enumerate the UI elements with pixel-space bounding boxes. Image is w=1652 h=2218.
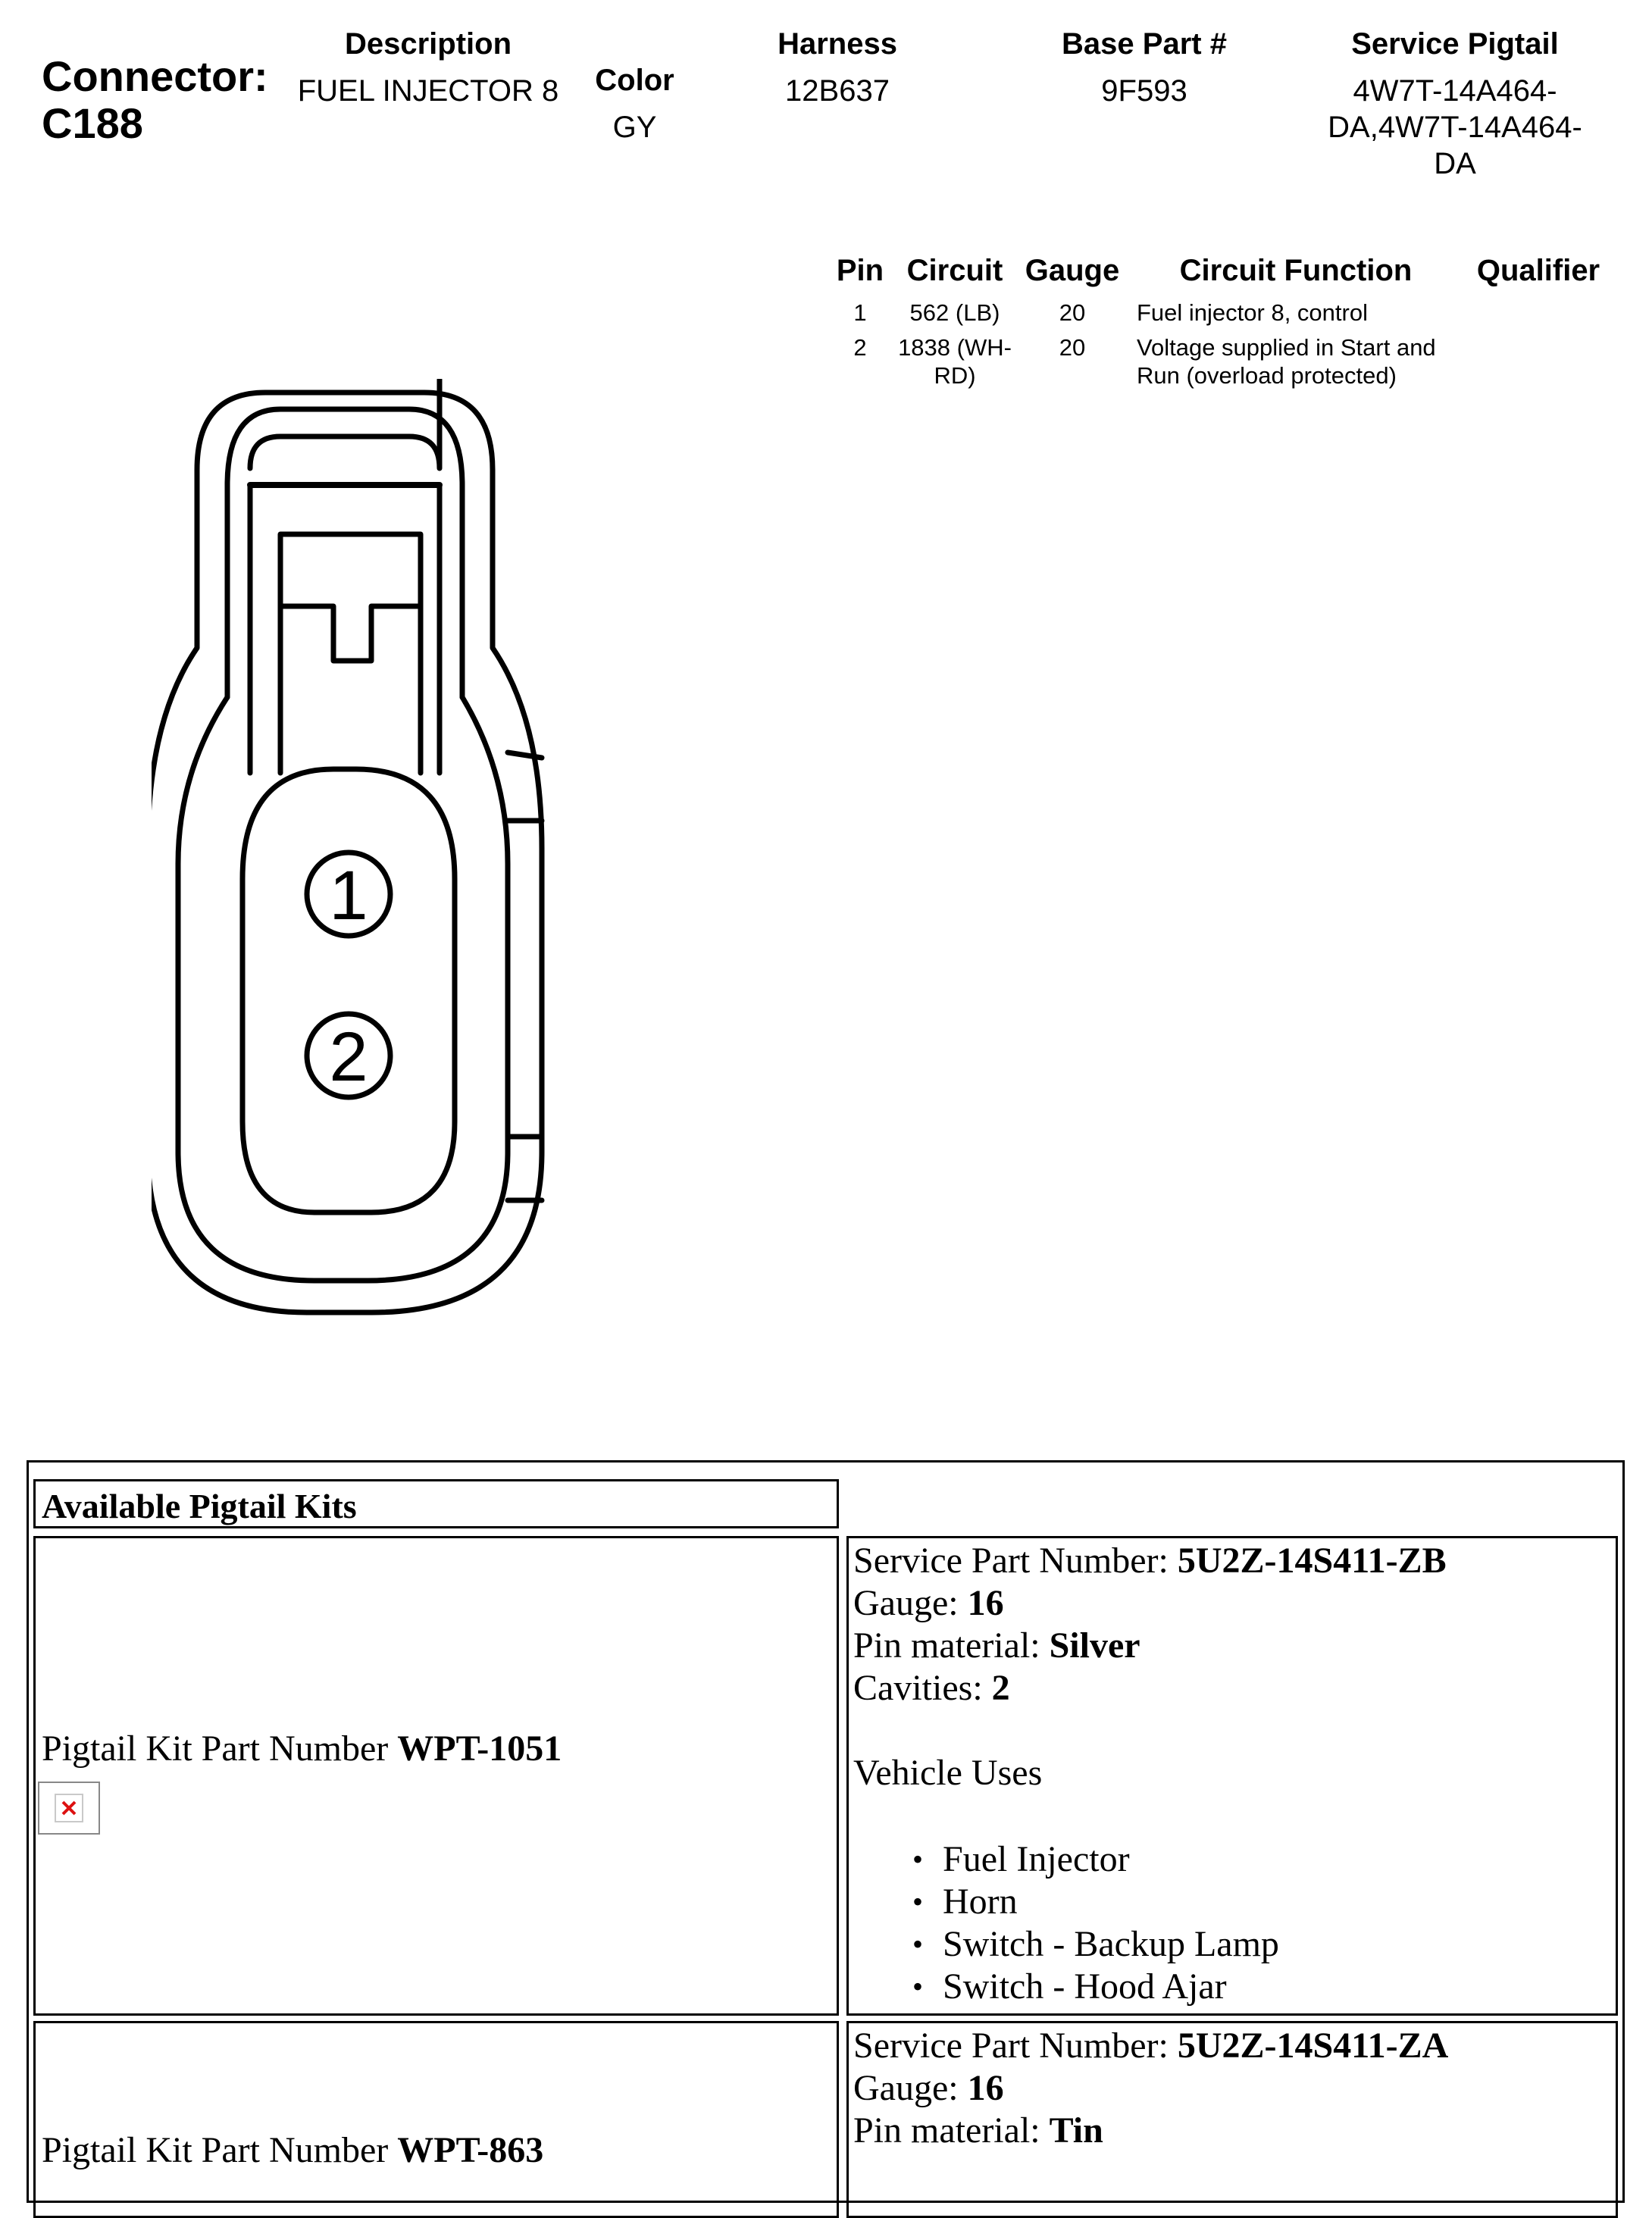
spn-label: Service Part Number: [853, 2026, 1169, 2066]
connector-face-diagram [152, 379, 561, 1334]
base-part-value: 9F593 [1101, 74, 1187, 108]
service-pigtail-line: DA,4W7T-14A464- [1328, 111, 1582, 144]
connector-label-block [42, 53, 268, 147]
base-part-heading: Base Part # [1062, 27, 1227, 61]
gauge-value: 16 [967, 1583, 1004, 1623]
gauge-label: Gauge: [853, 2068, 959, 2108]
kit-1-image-placeholder [38, 1782, 100, 1835]
kit-label: Pigtail Kit Part Number [42, 2130, 389, 2170]
service-part-number-line [853, 2025, 1448, 2067]
pin-cavity-body [242, 769, 455, 1212]
connector-inner-shell [178, 697, 508, 1281]
cavities-line [853, 1667, 1447, 1710]
function-line: Run (overload protected) [1137, 362, 1397, 389]
pin-column-header: Pin [836, 254, 884, 287]
kit-2-part-number [42, 2129, 543, 2172]
kit-1-right-cell [846, 1536, 1618, 2016]
side-rib [508, 752, 542, 1200]
function-cell [1137, 299, 1470, 327]
latch-frame-outer [227, 409, 462, 697]
vehicle-uses-title: Vehicle Uses [853, 1753, 1043, 1793]
service-part-number-line [853, 1540, 1447, 1582]
function-line: Fuel injector 8, control [1137, 299, 1368, 326]
kit-2-right-cell [846, 2021, 1618, 2218]
vehicle-use-item: • Switch - Hood Ajar [853, 1966, 1447, 2008]
gauge-value: 16 [967, 2068, 1004, 2108]
service-pigtail-value [1303, 73, 1607, 182]
gauge-line [853, 2067, 1448, 2110]
gauge-cell: 20 [1059, 299, 1086, 326]
kit-1-left-cell [33, 1536, 839, 2016]
service-pigtail-line: DA [1434, 147, 1476, 180]
circuit-line: RD) [934, 362, 976, 389]
broken-image-icon [61, 1800, 77, 1816]
kit-1-part-number [42, 1728, 562, 1770]
connector-id: C188 [42, 99, 143, 147]
vehicle-uses-list [853, 1838, 1447, 2008]
pin-material-label: Pin material: [853, 1625, 1040, 1666]
circuit-cell [898, 333, 1012, 389]
kit-2-left-cell [33, 2021, 839, 2218]
vehicle-use-item: • Switch - Backup Lamp [853, 1923, 1447, 1966]
circuit-cell [898, 299, 1012, 327]
harness-value: 12B637 [785, 74, 890, 108]
pin-material-line [853, 1625, 1447, 1667]
kit-number: WPT-863 [397, 2130, 544, 2170]
kit-label: Pigtail Kit Part Number [42, 1728, 389, 1769]
gauge-label: Gauge: [853, 1583, 959, 1623]
gauge-line [853, 1582, 1447, 1625]
pigtail-title-cell [33, 1479, 839, 1528]
harness-heading: Harness [778, 27, 897, 61]
color-heading: Color [595, 64, 674, 97]
connector-label: Connector: [42, 52, 268, 100]
spn-value: 5U2Z-14S411-ZB [1177, 1541, 1447, 1581]
pin-material-label: Pin material: [853, 2110, 1040, 2151]
latch-notch [280, 606, 421, 661]
circuit-line: 562 (LB) [909, 299, 1000, 326]
pin-material-value: Silver [1049, 1625, 1140, 1666]
circuit-line: 1838 (WH- [898, 334, 1012, 361]
vehicle-use-item: • Horn [853, 1881, 1447, 1923]
cavities-label: Cavities: [853, 1668, 983, 1708]
function-cell [1137, 333, 1470, 389]
service-pigtail-line: 4W7T-14A464- [1353, 74, 1557, 108]
circuit-function-column-header: Circuit Function [1179, 254, 1413, 287]
pin-number: 1 [853, 299, 867, 326]
spn-label: Service Part Number: [853, 1541, 1169, 1581]
kit-1-details [853, 1540, 1447, 2008]
description-heading: Description [344, 27, 512, 61]
kit-2-details [853, 2025, 1448, 2152]
pin-material-value: Tin [1049, 2110, 1103, 2151]
qualifier-column-header: Qualifier [1476, 254, 1600, 287]
pigtail-title: Available Pigtail Kits [42, 1487, 357, 1525]
cavities-value: 2 [991, 1668, 1010, 1708]
description-value: FUEL INJECTOR 8 [297, 74, 559, 108]
pin-number: 2 [853, 334, 867, 361]
gauge-cell: 20 [1059, 334, 1086, 361]
vehicle-use-item: • Fuel Injector [853, 1838, 1447, 1881]
pin-1-label: 1 [329, 857, 368, 934]
kit-number: WPT-1051 [397, 1728, 562, 1769]
pin-2-label: 2 [329, 1018, 368, 1096]
latch-button [280, 534, 421, 773]
service-pigtail-heading: Service Pigtail [1351, 27, 1559, 61]
gauge-column-header: Gauge [1025, 254, 1120, 287]
spn-value: 5U2Z-14S411-ZA [1177, 2026, 1449, 2066]
function-line: Voltage supplied in Start and [1137, 334, 1436, 361]
circuit-column-header: Circuit [906, 254, 1003, 287]
color-value: GY [612, 111, 657, 144]
pin-material-line [853, 2110, 1448, 2152]
